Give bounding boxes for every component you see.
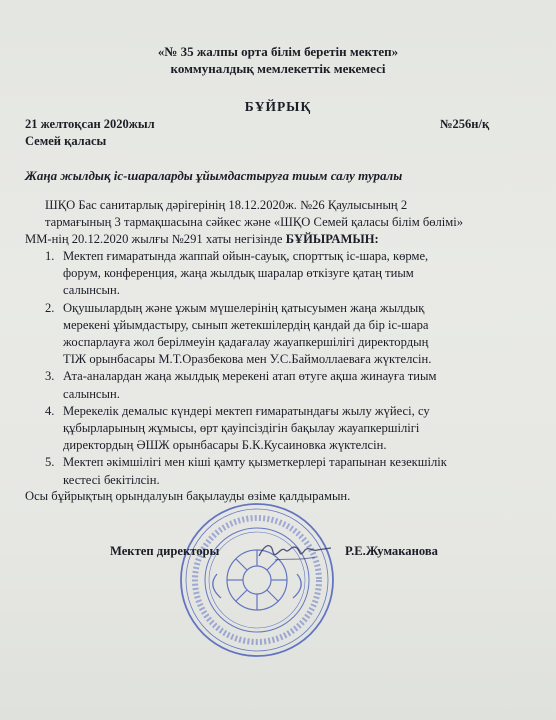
item-line: мерекені ұйымдастыру, сынып жетекшілердің қандай да бір іс-шара	[63, 317, 429, 332]
item-line: жоспарлауға жол берілмеуін қадағалау жауапкершілігі директордың	[63, 335, 429, 350]
item-line: директордың ӘШЖ орынбасары Б.К.Кусаиновка жүктелсін.	[63, 438, 387, 453]
item-number: 2.	[45, 300, 55, 315]
document-date: 21 желтоқсан 2020жыл	[25, 117, 155, 131]
intro-line: тармағының 3 тармақшасына сәйкес және «ШҚО Семей қаласы білім бөлімі»	[45, 215, 464, 230]
document-subject: Жаңа жылдық іс-шараларды ұйымдастыруға тиым салу туралы	[25, 168, 403, 183]
order-item	[25, 454, 525, 488]
official-stamp-icon	[177, 500, 337, 660]
item-line: салынсын.	[63, 386, 120, 401]
organization-type: коммуналдық мемлекеттік мекемесі	[170, 61, 386, 76]
signatory-title: Мектеп директоры	[110, 544, 220, 558]
item-line: форум, конференция, жаңа жылдық шаралар өткізуге қатаң тиым	[63, 266, 414, 281]
item-line: құбырларының жұмысы, өрт қауіпсіздігін бақылау жауапкершілігі	[63, 421, 420, 436]
document-title: БҰЙРЫҚ	[244, 99, 312, 114]
document-number: №256н/қ	[440, 117, 490, 131]
intro-line: ШҚО Бас санитарлық дәрігерінің 18.12.2020ж. №26 Қаулысының 2	[45, 198, 408, 212]
item-number: 1.	[45, 249, 55, 263]
closing-sentence: Осы бұйрықтың орындалуын бақылауды өзіме қалдырамын.	[25, 489, 351, 503]
order-item	[25, 300, 525, 369]
intro-paragraph	[25, 197, 525, 249]
item-line: Мектеп ғимаратында жаппай ойын-сауық, спорттық іс-шара, көрме,	[63, 249, 429, 263]
item-line: Мерекелік демалыс күндері мектеп ғимаратындағы жылу жүйесі, су	[63, 403, 430, 418]
item-line: кестесі бекітілсін.	[63, 472, 160, 487]
item-line: салынсын.	[63, 283, 120, 298]
order-item	[25, 403, 525, 455]
intro-text: ММ-нің 20.12.2020 жылғы №291 хаты негізінде	[25, 232, 286, 247]
order-item	[25, 248, 525, 300]
item-number: 5.	[45, 455, 55, 470]
order-item	[25, 368, 525, 402]
signatory-name: Р.Е.Жумаканова	[345, 544, 438, 558]
handwritten-signature-icon	[255, 530, 335, 570]
organization-name: «№ 35 жалпы орта білім беретін мектеп»	[157, 44, 399, 59]
item-line: Мектеп әкімшілігі мен кіші қамту қызметкерлері тарапынан кезекшілік	[63, 455, 447, 470]
item-line: Ата-аналардан жаңа жылдық мерекені атап өтуге ақша жинауға тиым	[63, 369, 437, 384]
item-line: Оқушылардың және ұжым мүшелерінің қатысуымен жаңа жылдық	[63, 300, 425, 315]
item-number: 4.	[45, 403, 55, 418]
order-items-list	[25, 248, 525, 489]
item-line: ТІЖ орынбасары М.Т.Оразбекова мен У.С.Баймоллаеваға жүктелсін.	[63, 352, 432, 367]
document-city: Семей қаласы	[25, 134, 107, 148]
intro-line	[25, 231, 525, 248]
item-number: 3.	[45, 369, 55, 384]
order-keyword: БҰЙЫРАМЫН:	[285, 232, 379, 247]
